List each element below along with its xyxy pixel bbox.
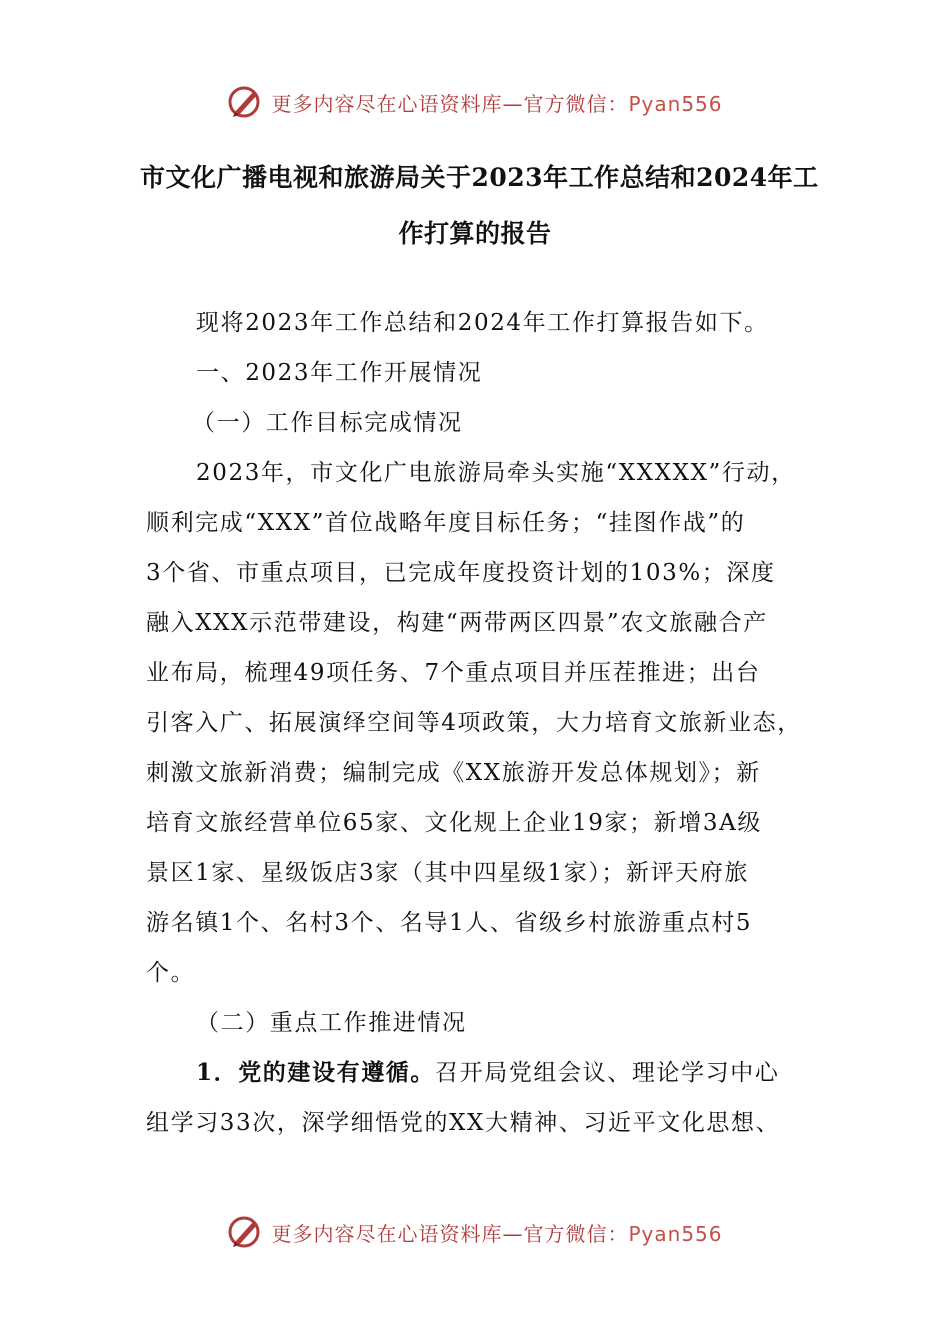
subsection-heading-2: （二）重点工作推进情况 xyxy=(196,1010,467,1036)
watermark-header xyxy=(0,82,950,122)
item-1-line-2: 组学习33次，深学细悟党的XX大精神、习近平文化思想、 xyxy=(146,1110,781,1136)
paragraph-line: 引客入广、拓展演绎空间等4项政策，大力培育文旅新业态， xyxy=(146,710,802,736)
watermark-wechat-id: Pyan556 xyxy=(628,91,723,116)
item-1-heading: 1．党的建设有遵循。 xyxy=(196,1059,436,1086)
watermark-wechat-id: Pyan556 xyxy=(628,1221,723,1246)
paragraph-line: 游名镇1个、名村3个、名导1人、省级乡村旅游重点村5 xyxy=(146,910,753,936)
document-title xyxy=(140,150,819,262)
paragraph-line: 3个省、市重点项目，已完成年度投资计划的103%；深度 xyxy=(146,560,776,586)
title-line-1: 市文化广播电视和旅游局关于2023年工作总结和2024年工 xyxy=(140,163,819,192)
paragraph-line: 融入XXX示范带建设，构建“两带两区四景”农文旅融合产 xyxy=(146,610,768,636)
paragraph-line: 个。 xyxy=(146,960,196,986)
paragraph-line: 业布局，梳理49项任务、7个重点项目并压茬推进；出台 xyxy=(146,660,761,686)
intro-paragraph: 现将2023年工作总结和2024年工作打算报告如下。 xyxy=(196,310,769,336)
paragraph-line: 顺利完成“XXX”首位战略年度目标任务；“挂图作战”的 xyxy=(146,510,746,536)
pen-in-circle-icon xyxy=(227,1214,263,1250)
watermark-footer xyxy=(0,1212,950,1252)
pen-in-circle-icon xyxy=(227,84,263,120)
title-line-2: 作打算的报告 xyxy=(398,219,552,248)
document-body xyxy=(146,298,822,1148)
subsection-heading-1: （一）工作目标完成情况 xyxy=(192,410,463,436)
watermark-text: 更多内容尽在心语资料库—官方微信：Pyan556 xyxy=(271,91,723,116)
section-heading-1: 一、2023年工作开展情况 xyxy=(196,360,483,386)
paragraph-line: 景区1家、星级饭店3家（其中四星级1家）；新评天府旅 xyxy=(146,860,749,886)
paragraph-line: 刺激文旅新消费；编制完成《XX旅游开发总体规划》；新 xyxy=(146,760,761,786)
watermark-text: 更多内容尽在心语资料库—官方微信：Pyan556 xyxy=(271,1221,723,1246)
item-1-line xyxy=(146,1048,822,1098)
paragraph-line: 2023年，市文化广电旅游局牵头实施“XXXXX”行动， xyxy=(196,460,796,486)
item-1-text: 召开局党组会议、理论学习中心 xyxy=(435,1060,780,1086)
paragraph-line: 培育文旅经营单位65家、文化规上企业19家；新增3A级 xyxy=(146,810,762,836)
